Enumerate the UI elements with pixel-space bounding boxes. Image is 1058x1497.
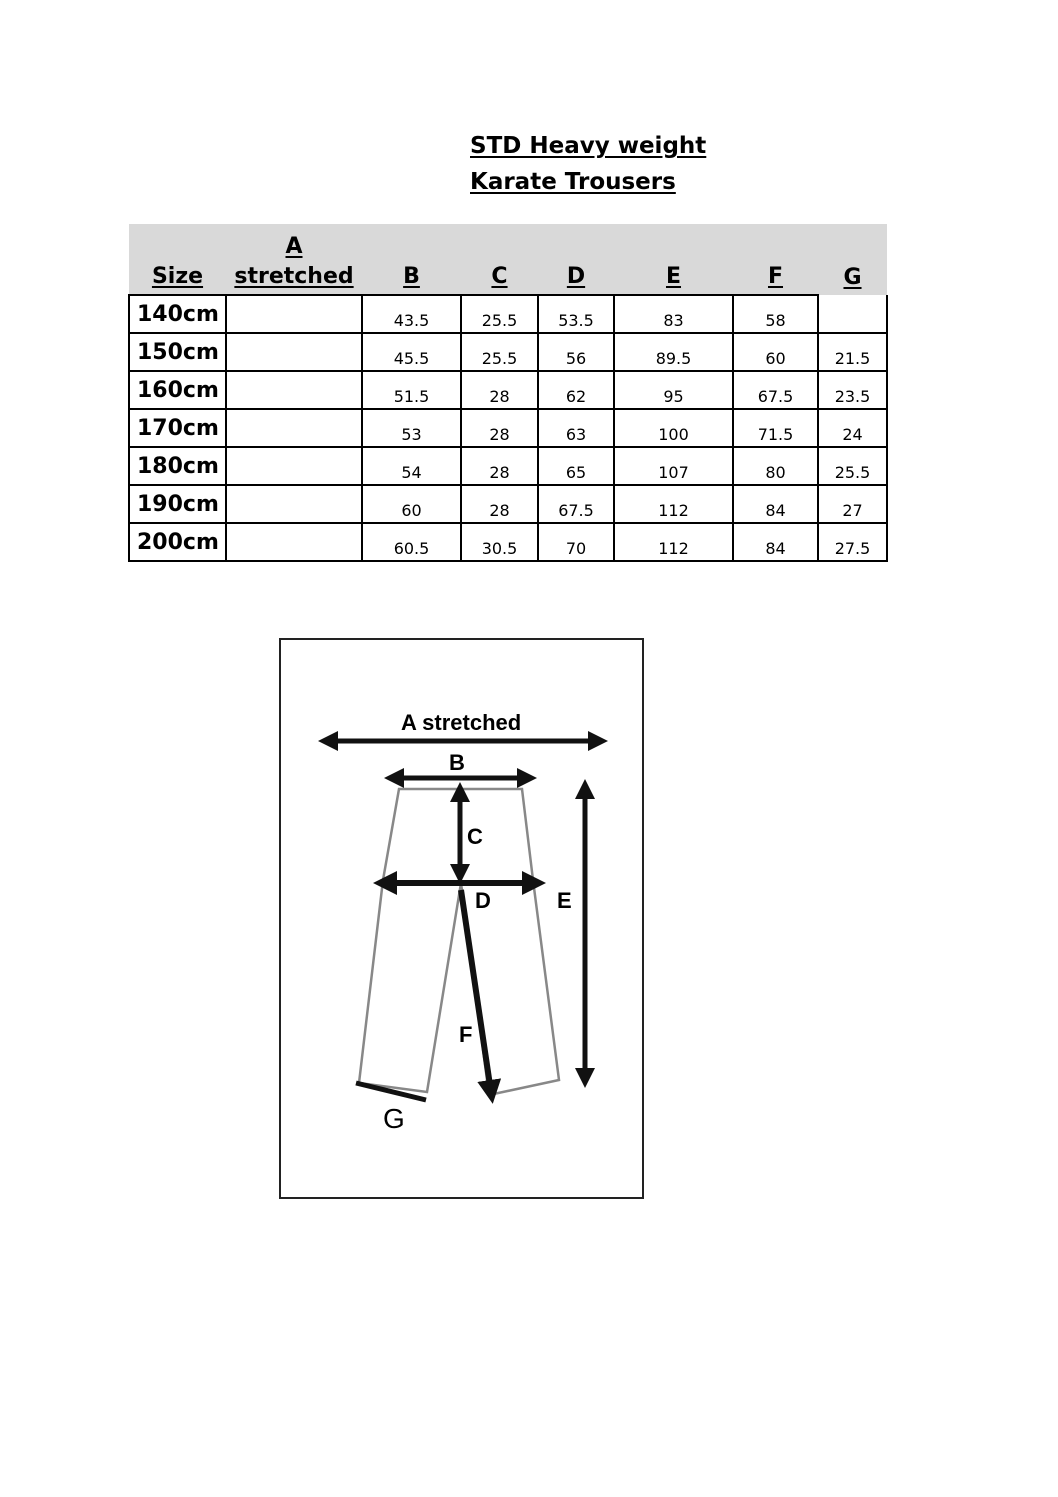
arrow-f: [461, 890, 491, 1092]
cell-a: [226, 447, 362, 485]
cell-f: 67.5: [733, 371, 818, 409]
cell-g: [818, 295, 887, 333]
cell-c: 28: [461, 409, 538, 447]
cell-d: 56: [538, 333, 614, 371]
header-a: A: [285, 234, 303, 259]
cell-d: 63: [538, 409, 614, 447]
cell-f: 80: [733, 447, 818, 485]
cell-g: 23.5: [818, 371, 887, 409]
cell-b: 60.5: [362, 523, 461, 561]
header-e: E: [614, 224, 733, 295]
cell-b: 51.5: [362, 371, 461, 409]
size-chart-table: [128, 224, 888, 562]
size-cell: 180cm: [129, 447, 226, 485]
label-b: B: [449, 750, 465, 775]
cell-a: [226, 333, 362, 371]
trousers-diagram-svg: [281, 640, 642, 1197]
document-title: [470, 128, 706, 200]
table-row: [129, 295, 887, 333]
cell-e: 107: [614, 447, 733, 485]
size-cell: 150cm: [129, 333, 226, 371]
table-header-row: [129, 224, 887, 295]
table-row: [129, 523, 887, 561]
header-g: G: [818, 224, 887, 295]
cell-c: 28: [461, 485, 538, 523]
header-a-stretched: [226, 224, 362, 295]
title-line-1: STD Heavy weight: [470, 133, 707, 159]
size-cell: 200cm: [129, 523, 226, 561]
header-b: B: [362, 224, 461, 295]
cell-e: 95: [614, 371, 733, 409]
cell-g: 27.5: [818, 523, 887, 561]
size-cell: 140cm: [129, 295, 226, 333]
header-a-stretched-word: stretched: [234, 264, 354, 289]
cell-f: 71.5: [733, 409, 818, 447]
table-row: [129, 485, 887, 523]
cell-f: 84: [733, 523, 818, 561]
table-row: [129, 371, 887, 409]
size-cell: 160cm: [129, 371, 226, 409]
label-f: F: [459, 1022, 473, 1047]
cell-d: 70: [538, 523, 614, 561]
cell-g: 21.5: [818, 333, 887, 371]
cell-c: 28: [461, 371, 538, 409]
cell-b: 53: [362, 409, 461, 447]
cell-a: [226, 409, 362, 447]
cell-a: [226, 485, 362, 523]
cell-b: 45.5: [362, 333, 461, 371]
cell-e: 89.5: [614, 333, 733, 371]
cell-d: 62: [538, 371, 614, 409]
cell-f: 60: [733, 333, 818, 371]
label-c: C: [467, 824, 483, 849]
header-c: C: [461, 224, 538, 295]
cell-a: [226, 295, 362, 333]
cell-d: 67.5: [538, 485, 614, 523]
cell-e: 100: [614, 409, 733, 447]
label-g: G: [383, 1103, 405, 1134]
table-row: [129, 409, 887, 447]
header-d: D: [538, 224, 614, 295]
table-row: [129, 333, 887, 371]
cell-c: 30.5: [461, 523, 538, 561]
cell-g: 27: [818, 485, 887, 523]
cell-b: 43.5: [362, 295, 461, 333]
size-cell: 170cm: [129, 409, 226, 447]
label-e: E: [557, 888, 572, 913]
cell-e: 112: [614, 485, 733, 523]
cell-g: 24: [818, 409, 887, 447]
cell-c: 25.5: [461, 333, 538, 371]
cell-f: 58: [733, 295, 818, 333]
trousers-measurement-diagram: [279, 638, 644, 1199]
label-a-stretched: A stretched: [401, 710, 522, 735]
title-line-2: Karate Trousers: [470, 169, 676, 195]
label-d: D: [475, 888, 491, 913]
cell-d: 53.5: [538, 295, 614, 333]
table-row: [129, 447, 887, 485]
cell-a: [226, 371, 362, 409]
header-f: F: [733, 224, 818, 295]
cell-b: 60: [362, 485, 461, 523]
cell-f: 84: [733, 485, 818, 523]
cell-a: [226, 523, 362, 561]
cell-e: 112: [614, 523, 733, 561]
size-cell: 190cm: [129, 485, 226, 523]
cell-e: 83: [614, 295, 733, 333]
cell-c: 25.5: [461, 295, 538, 333]
cell-b: 54: [362, 447, 461, 485]
cell-g: 25.5: [818, 447, 887, 485]
cell-d: 65: [538, 447, 614, 485]
header-size: Size: [129, 224, 226, 295]
cell-c: 28: [461, 447, 538, 485]
